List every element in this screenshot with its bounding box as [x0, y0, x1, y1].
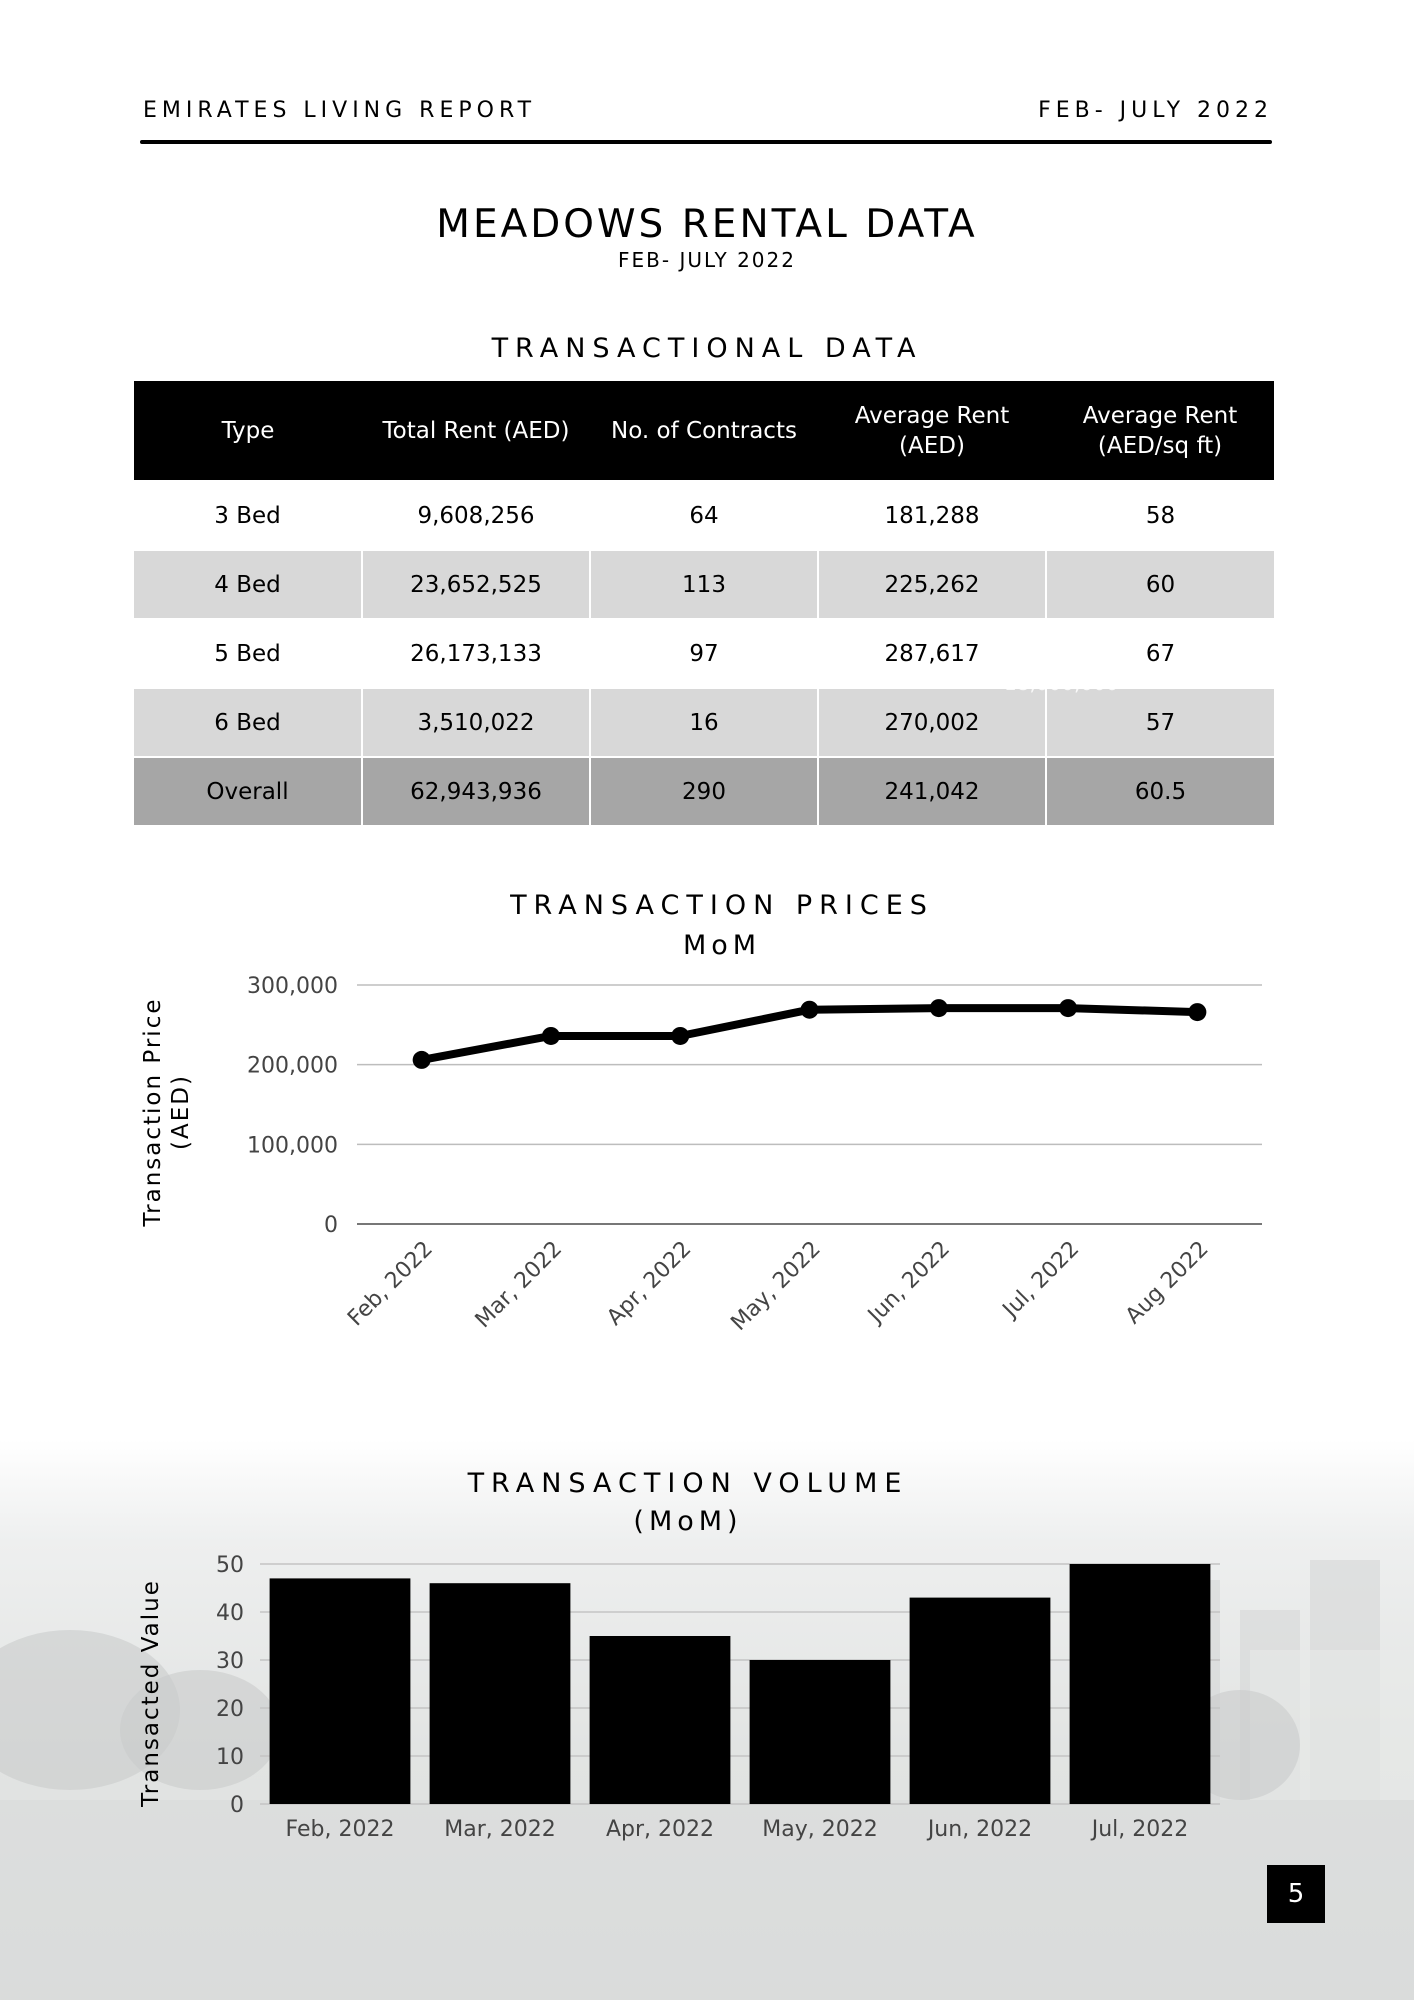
table-cell: 97: [590, 619, 818, 688]
bar-chart-title: TRANSACTION VOLUME: [467, 1468, 909, 1499]
volume-bar: [910, 1598, 1051, 1804]
ghost-label: 18,000,000: [1004, 671, 1119, 695]
line-chart-title: TRANSACTION PRICES: [510, 890, 934, 921]
volume-bar: [1070, 1564, 1211, 1804]
column-header: Total Rent (AED): [362, 381, 590, 481]
table-cell: 64: [590, 481, 818, 550]
y-tick-label: 100,000: [247, 1133, 338, 1159]
x-tick-label: Aug 2022: [1121, 1236, 1214, 1330]
volume-bar: [750, 1660, 891, 1804]
x-tick-label: Jun, 2022: [927, 1817, 1033, 1842]
table-cell: 23,652,525: [362, 550, 590, 619]
x-tick-label: Apr, 2022: [602, 1236, 697, 1331]
x-tick-label: Feb, 2022: [285, 1817, 395, 1842]
x-tick-label: Mar, 2022: [444, 1817, 556, 1842]
report-period: FEB- JULY 2022: [1038, 98, 1273, 123]
table-cell: Overall: [134, 757, 362, 825]
table-cell: 57: [1046, 688, 1274, 757]
table-cell: 67: [1046, 619, 1274, 688]
x-tick-label: Mar, 2022: [470, 1236, 568, 1334]
table-cell: 270,002: [818, 688, 1046, 757]
page-subtitle: FEB- JULY 2022: [618, 248, 796, 272]
y-tick-label: 30: [216, 1649, 244, 1674]
x-tick-label: May, 2022: [726, 1236, 826, 1336]
bar-y-axis-label: Transacted Value: [138, 1579, 164, 1807]
table-cell: 58: [1046, 481, 1274, 550]
table-cell: 60.5: [1046, 757, 1274, 825]
table-cell: 3 Bed: [134, 481, 362, 550]
table-cell: 6 Bed: [134, 688, 362, 757]
table-title: TRANSACTIONAL DATA: [491, 333, 923, 364]
x-tick-label: May, 2022: [762, 1817, 878, 1842]
line-chart-subtitle: MoM: [682, 930, 762, 961]
table-cell: 16: [590, 688, 818, 757]
bar-chart-subtitle: (MoM): [633, 1506, 743, 1537]
report-name: EMIRATES LIVING REPORT: [143, 98, 537, 123]
x-tick-label: Feb, 2022: [343, 1236, 438, 1332]
y-tick-label: 0: [230, 1793, 244, 1818]
table-cell: 225,262: [818, 550, 1046, 619]
x-tick-label: Jun, 2022: [863, 1236, 956, 1329]
column-header: No. of Contracts: [590, 381, 818, 481]
column-header: Average Rent (AED): [818, 381, 1046, 481]
page-number: 5: [1267, 1865, 1325, 1923]
table-cell: 9,608,256: [362, 481, 590, 550]
table-cell: 3,510,022: [362, 688, 590, 757]
volume-bar: [270, 1578, 411, 1804]
table-cell: 241,042: [818, 757, 1046, 825]
volume-bar: [430, 1583, 571, 1804]
volume-bar: [590, 1636, 731, 1804]
y-tick-label: 300,000: [247, 974, 338, 999]
table-cell: 4 Bed: [134, 550, 362, 619]
column-header: Type: [134, 381, 362, 481]
svg-text:Transaction Price(AED): Transaction Price(AED): [140, 997, 194, 1227]
table-cell: 287,617: [818, 619, 1046, 688]
y-tick-label: 0: [324, 1213, 338, 1238]
table-cell: 62,943,936: [362, 757, 590, 825]
table-cell: 290: [590, 757, 818, 825]
column-header: Average Rent (AED/sq ft): [1046, 381, 1274, 481]
x-tick-label: Apr, 2022: [605, 1817, 715, 1842]
table-cell: 5 Bed: [134, 619, 362, 688]
y-tick-label: 10: [216, 1745, 244, 1770]
table-cell: 60: [1046, 550, 1274, 619]
x-tick-label: Jul, 2022: [1091, 1817, 1189, 1842]
table-cell: 113: [590, 550, 818, 619]
y-tick-label: 40: [216, 1601, 244, 1626]
y-tick-label: 20: [216, 1697, 244, 1722]
y-tick-label: 200,000: [247, 1053, 338, 1079]
table-cell: 26,173,133: [362, 619, 590, 688]
y-tick-label: 50: [216, 1553, 244, 1578]
page-title: MEADOWS RENTAL DATA: [436, 202, 978, 247]
table-cell: 181,288: [818, 481, 1046, 550]
x-tick-label: Jul, 2022: [998, 1236, 1085, 1323]
